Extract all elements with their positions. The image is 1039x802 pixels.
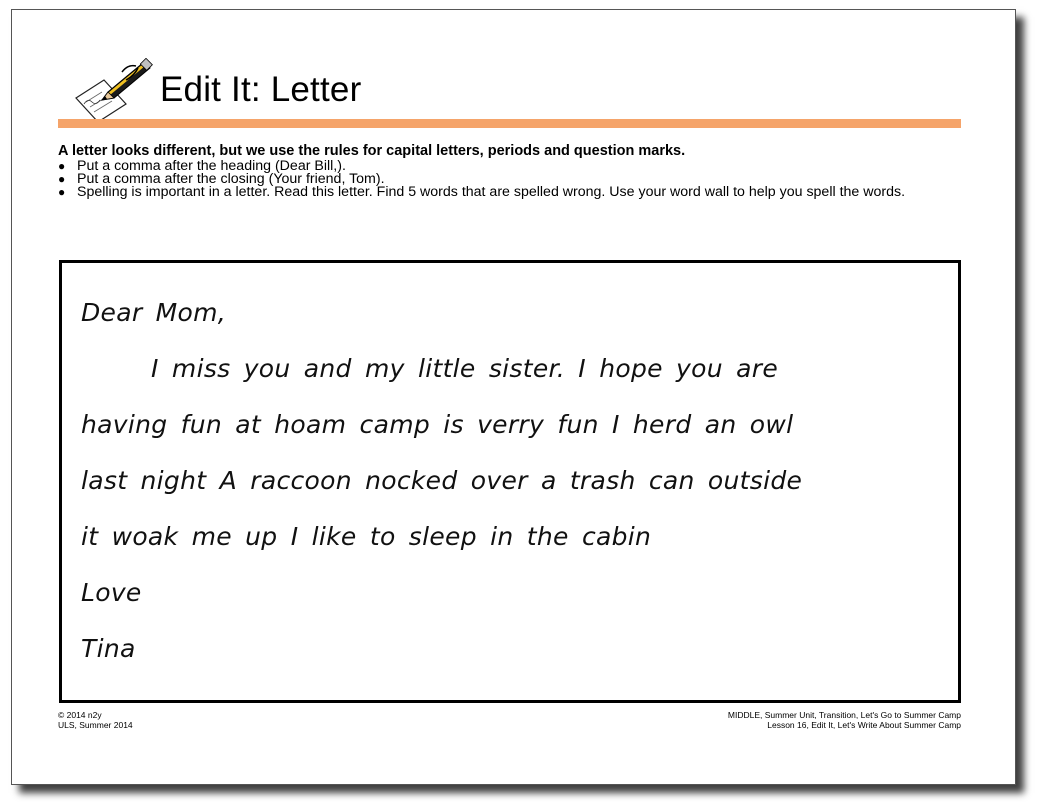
list-item bbox=[58, 186, 958, 199]
pencil-paper-icon bbox=[64, 58, 154, 122]
instructions-list bbox=[58, 160, 958, 199]
worksheet-page bbox=[11, 9, 1016, 785]
letter-body-line: last night A raccoon nocked over a trash can outside bbox=[81, 466, 803, 495]
letter-text bbox=[81, 285, 951, 677]
letter-signature: Tina bbox=[81, 634, 136, 663]
bullet-icon: ● bbox=[58, 159, 66, 173]
instruction-text: Put a comma after the heading (Dear Bill,). bbox=[77, 158, 346, 174]
letter-body-line: it woak me up I like to sleep in the cabin bbox=[81, 522, 652, 551]
page-title: Edit It: Letter bbox=[160, 70, 362, 109]
bullet-icon: ● bbox=[58, 172, 66, 186]
footer-copyright bbox=[58, 710, 133, 730]
letter-closing: Love bbox=[81, 578, 142, 607]
letter-greeting: Dear Mom, bbox=[81, 298, 227, 327]
footer-lesson-info bbox=[728, 710, 961, 730]
footer-line: Lesson 16, Edit It, Let's Write About Summer Camp bbox=[767, 720, 961, 730]
letter-body-line: I miss you and my little sister. I hope you are bbox=[151, 354, 779, 383]
footer-line: ULS, Summer 2014 bbox=[58, 720, 133, 730]
instruction-text: Put a comma after the closing (Your friend, Tom). bbox=[77, 171, 385, 187]
footer-line: © 2014 n2y bbox=[58, 710, 102, 720]
letter-box bbox=[59, 260, 961, 703]
letter-body-line: having fun at hoam camp is verry fun I herd an owl bbox=[81, 410, 794, 439]
instructions-intro: A letter looks different, but we use the rules for capital letters, periods and question marks. bbox=[58, 143, 686, 159]
footer-line: MIDDLE, Summer Unit, Transition, Let's Go to Summer Camp bbox=[727, 710, 961, 720]
bullet-icon: ● bbox=[58, 185, 66, 199]
title-underline-bar bbox=[58, 119, 961, 128]
instruction-text: Spelling is important in a letter. Read this letter. Find 5 words that are spelled wrong. Use your word wall to help you spell the words. bbox=[77, 184, 906, 200]
